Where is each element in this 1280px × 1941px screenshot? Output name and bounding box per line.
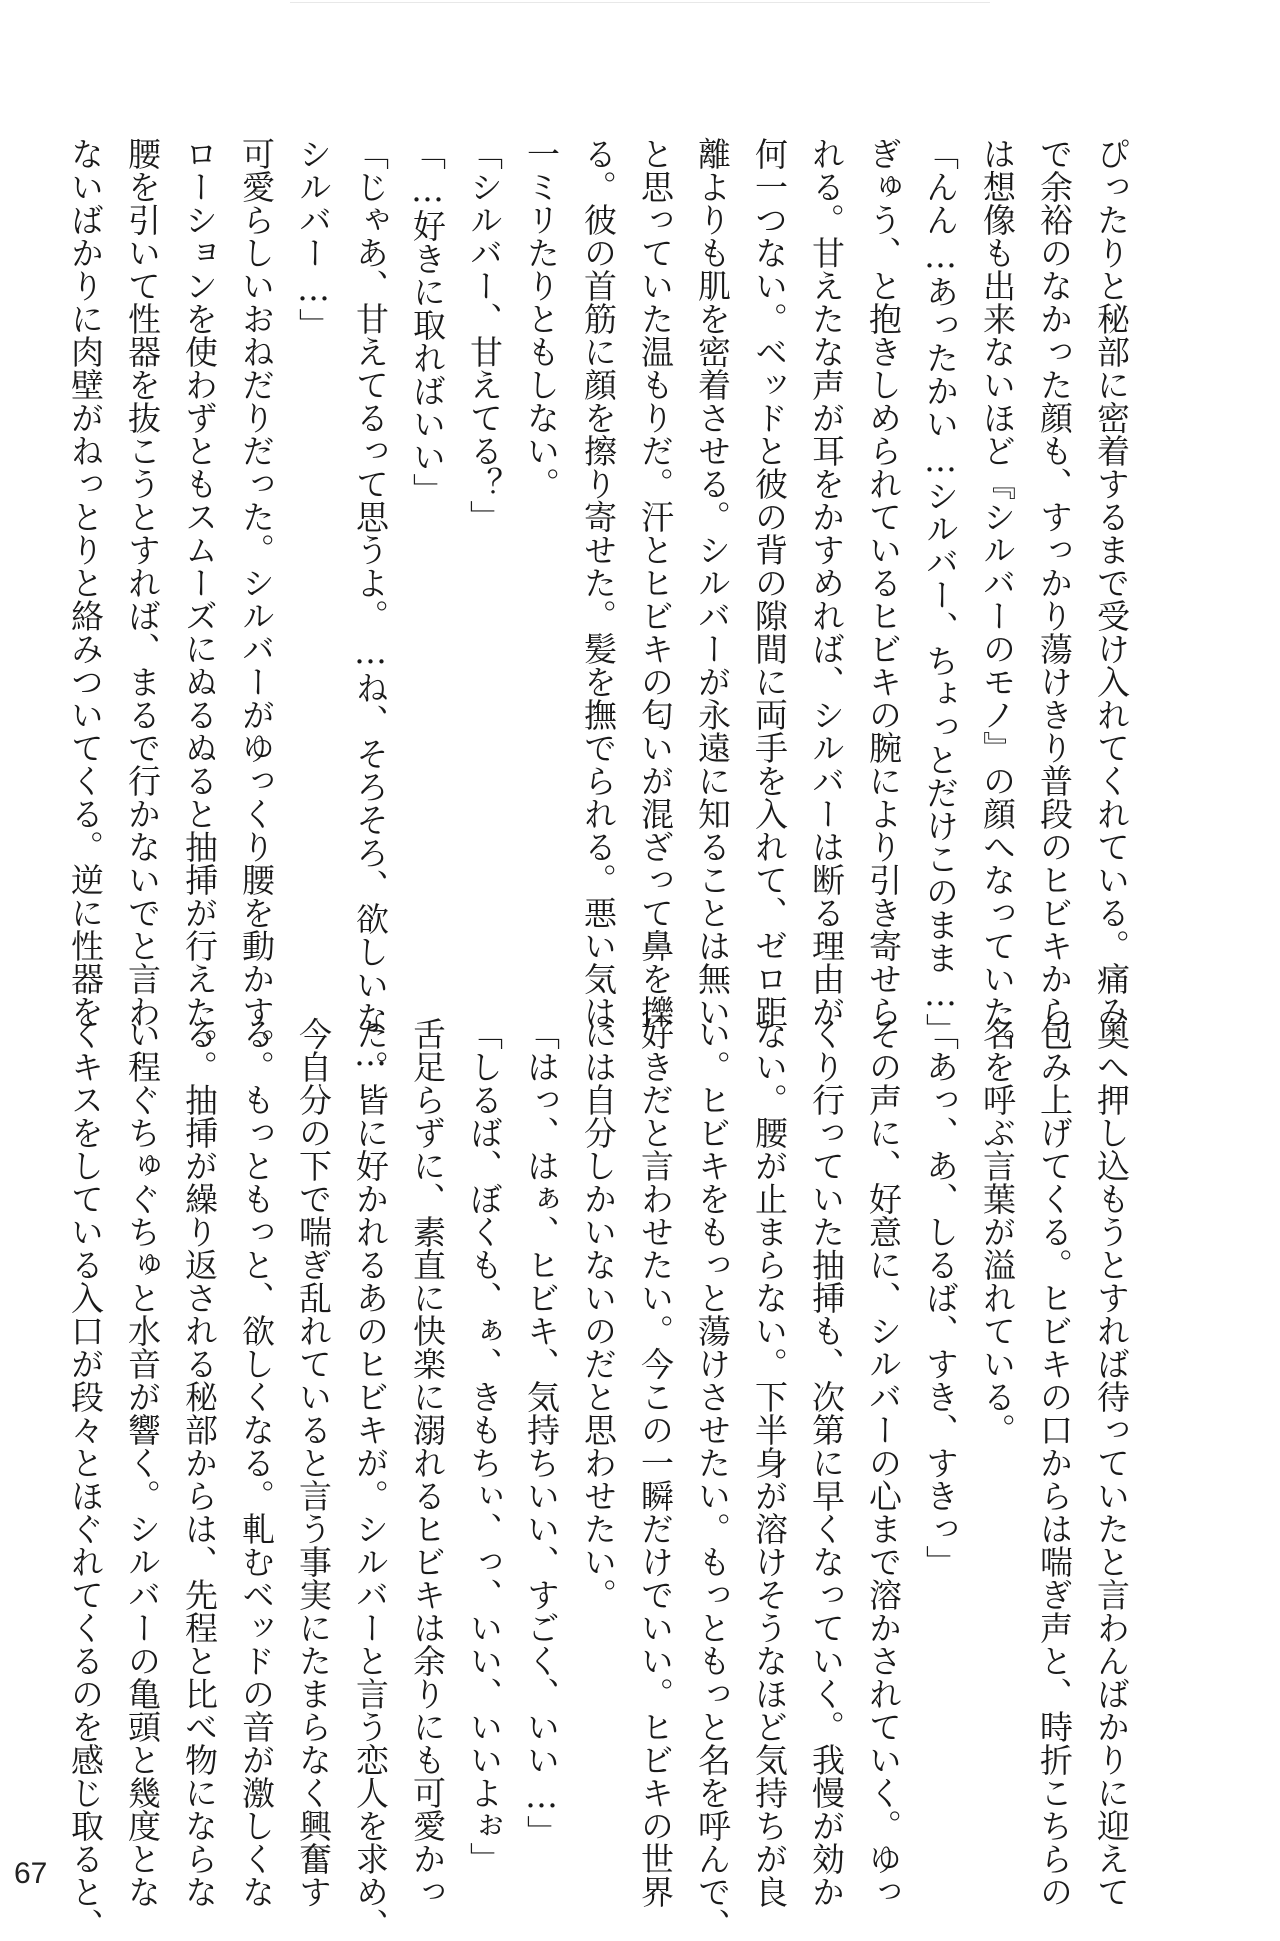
text-line: る。彼の首筋に顔を擦り寄せた。髪を撫でられる。悪い気は、 xyxy=(579,137,618,1061)
scan-edge-line xyxy=(290,2,990,3)
text-line: 「はっ、はぁ、ヒビキ、気持ちいい、すごく、いい…」 xyxy=(522,1017,561,1848)
text-line: 「じゃあ、甘えてるって思うよ。…ね、そろそろ、欲しいな… xyxy=(351,137,390,1073)
text-line: ないばかりに肉壁がねっとりと絡みついてくる。逆に性器を xyxy=(66,137,105,1028)
text-line: と思っていた温もりだ。汗とヒビキの匂いが混ざって鼻を擽 xyxy=(636,137,675,1028)
text-line: ない。腰が止まらない。下半身が溶けそうなほど気持ちが良 xyxy=(750,1017,789,1908)
upper-text-block xyxy=(66,137,1140,1073)
text-line: シルバー…」 xyxy=(294,137,333,341)
lower-text-block xyxy=(66,1017,1140,1941)
text-line: 舌足らずに、素直に快楽に溺れるヒビキは余りにも可愛かっ xyxy=(408,1017,447,1908)
text-line: 名を呼ぶ言葉が溢れている。 xyxy=(978,1017,1017,1446)
text-line: い程ぐちゅぐちゅと水音が響く。シルバーの亀頭と幾度とな xyxy=(123,1017,162,1908)
text-line: 「しるば、ぼくも、ぁ、きもちぃ、っ、いい、いいよぉ」 xyxy=(465,1017,504,1875)
text-line: には自分しかいないのだと思わせたい。 xyxy=(579,1017,618,1611)
page-number: 67 xyxy=(14,1857,48,1890)
text-line: た。皆に好かれるあのヒビキが。シルバーと言う恋人を求め、 xyxy=(351,1017,390,1941)
text-line: 「…好きに取ればいい」 xyxy=(408,137,447,506)
text-line: い。ヒビキをもっと蕩けさせたい。もっともっと名を呼んで、 xyxy=(693,1017,732,1941)
text-line: 奥へ押し込もうとすれば待っていたと言わんばかりに迎えて xyxy=(1092,1017,1131,1908)
text-line: れる。甘えたな声が耳をかすめれば、シルバーは断る理由が xyxy=(807,137,846,1028)
text-line: 包み上げてくる。ヒビキの口からは喘ぎ声と、時折こちらの xyxy=(1035,1017,1074,1908)
text-line: 好きだと言わせたい。今この一瞬だけでいい。ヒビキの世界 xyxy=(636,1017,675,1908)
text-line: 今自分の下で喘ぎ乱れていると言う事実にたまらなく興奮す xyxy=(294,1017,333,1908)
text-line: その声に、好意に、シルバーの心まで溶かされていく。ゆっ xyxy=(864,1017,903,1908)
text-line: 「んん…あったかい…シルバー、ちょっとだけこのまま…」 xyxy=(921,137,960,1046)
text-line: 一ミリたりともしない。 xyxy=(522,137,561,500)
text-line: は想像も出来ないほど『シルバーのモノ』の顔へなっていた。 xyxy=(978,137,1017,1061)
text-line: ローションを使わずともスムーズにぬるぬると抽挿が行えた。 xyxy=(180,137,219,1061)
text-line: 何一つない。ベッドと彼の背の隙間に両手を入れて、ゼロ距 xyxy=(750,137,789,1028)
text-line: ぴったりと秘部に密着するまで受け入れてくれている。痛み xyxy=(1092,137,1131,1028)
text-line: で余裕のなかった顔も、すっかり蕩けきり普段のヒビキから xyxy=(1035,137,1074,1028)
text-line: 「シルバー、甘えてる？」 xyxy=(465,137,504,533)
text-line: る。もっともっと、欲しくなる。軋むベッドの音が激しくな xyxy=(237,1017,276,1908)
text-line: くり行っていた抽挿も、次第に早くなっていく。我慢が効か xyxy=(807,1017,846,1908)
text-line: 「あっ、あ、しるば、すき、すきっ」 xyxy=(921,1017,960,1578)
text-line: 可愛らしいおねだりだった。シルバーがゆっくり腰を動かす。 xyxy=(237,137,276,1061)
text-line: る。抽挿が繰り返される秘部からは、先程と比べ物にならな xyxy=(180,1017,219,1908)
text-line: くキスをしている入口が段々とほぐれてくるのを感じ取ると、 xyxy=(66,1017,105,1941)
text-line: ぎゅう、と抱きしめられているヒビキの腕により引き寄せら xyxy=(864,137,903,1028)
text-line: 腰を引いて性器を抜こうとすれば、まるで行かないでと言わ xyxy=(123,137,162,1028)
text-line: 離よりも肌を密着させる。シルバーが永遠に知ることは無い xyxy=(693,137,732,1028)
